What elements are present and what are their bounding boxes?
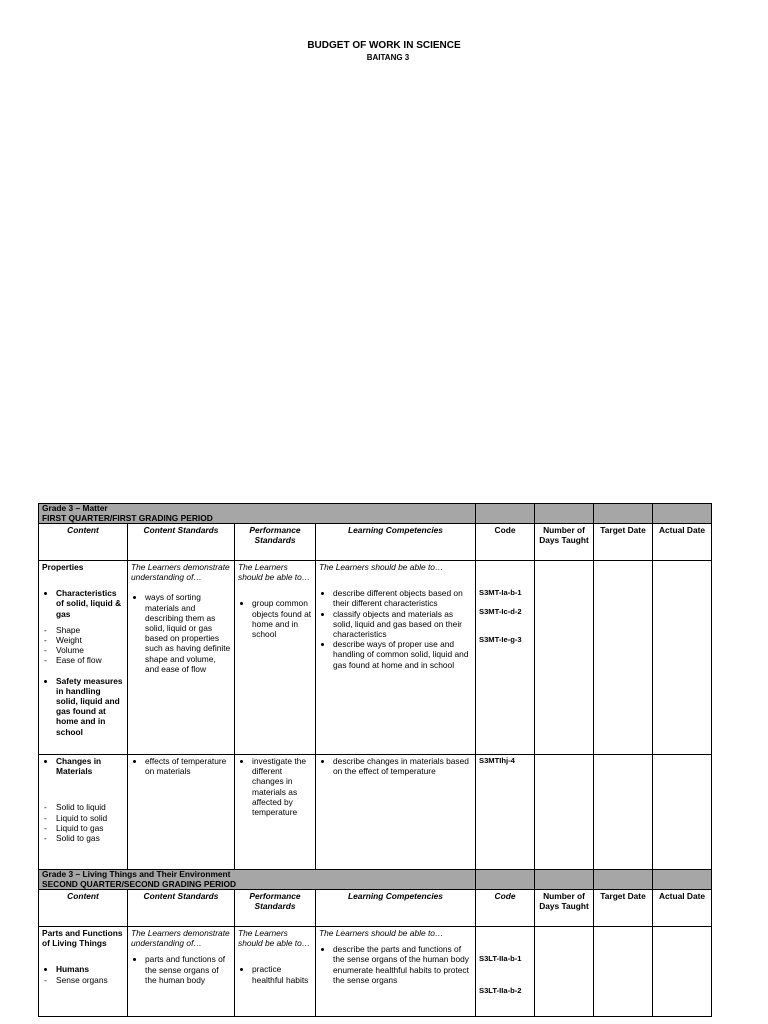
- code-cell: [476, 561, 535, 755]
- section1-grade-cell: [39, 504, 476, 524]
- performance-standards-cell: [235, 927, 316, 1017]
- content-title: Parts and Functions of Living Things: [42, 928, 123, 949]
- list-item: - Shape: [56, 625, 124, 635]
- list-item: - Liquid to solid: [56, 813, 124, 823]
- list-item: • parts and functions of the sense organs of the human body: [145, 954, 231, 985]
- lc-intro: The Learners should be able to…: [319, 928, 444, 938]
- list-item: • investigate the different changes in materials as affected by temperature: [252, 756, 312, 817]
- content-cell: [39, 561, 128, 755]
- document-title: BUDGET OF WORK IN SCIENCE: [307, 40, 461, 51]
- code-value: S3MTIhj-4: [479, 756, 515, 765]
- list-item: - Solid to gas: [56, 833, 124, 843]
- learning-competencies-cell: [316, 927, 476, 1017]
- list-item: • describe ways of proper use and handling of common solid, liquid and gas found at home and in school: [333, 639, 472, 670]
- performance-standards-cell: [235, 561, 316, 755]
- list-item: • practice healthful habits: [252, 964, 312, 984]
- list-item: - Solid to liquid: [56, 802, 124, 812]
- col-performance-standards: Performance Standards: [235, 890, 316, 927]
- list-item: - Weight: [56, 635, 124, 645]
- list-item: • group common objects found at home and in school: [252, 598, 312, 639]
- content-standards-cell: [128, 755, 235, 870]
- table-row: [39, 561, 712, 755]
- section2-quarter: SECOND QUARTER/SECOND GRADING PERIOD: [42, 878, 237, 889]
- section2-grade-row: [39, 870, 712, 890]
- content-standards-cell: [128, 561, 235, 755]
- list-item: • describe different objects based on their different characteristics: [333, 588, 472, 608]
- list-item: • effects of temperature on materials: [145, 756, 231, 776]
- section2-grade: Grade 3 – Living Things and Their Environment: [42, 869, 231, 879]
- content-bullet: • Humans: [56, 964, 124, 974]
- cs-intro: The Learners demonstrate understanding of…: [131, 928, 230, 949]
- learning-competencies-cell: [316, 561, 476, 755]
- content-cell: [39, 755, 128, 870]
- section1-column-headers: [39, 524, 712, 561]
- code-value: S3LT-IIa-b-2: [479, 986, 522, 996]
- content-title: Properties: [42, 562, 84, 572]
- code-value: S3MT-Ic-d-2: [479, 607, 522, 617]
- section1-quarter: FIRST QUARTER/FIRST GRADING PERIOD: [42, 512, 213, 523]
- learning-competencies-cell: [316, 755, 476, 870]
- cs-intro: The Learners demonstrate understanding of…: [131, 562, 230, 583]
- table-row: [39, 927, 712, 1017]
- list-item: • ways of sorting materials and describing them as solid, liquid or gas based on properties such as having definite shape and volume, and ease of flow: [145, 592, 231, 674]
- content-bullet: • Characteristics of solid, liquid & gas: [56, 588, 124, 619]
- list-item: • describe changes in materials based on the effect of temperature: [333, 756, 472, 776]
- performance-standards-cell: [235, 755, 316, 870]
- col-content: Content: [39, 890, 128, 927]
- section2-grade-cell: [39, 870, 476, 890]
- col-content: Content: [39, 524, 128, 561]
- code-cell: [476, 755, 535, 870]
- ps-intro: The Learners should be able to…: [238, 928, 311, 949]
- content-standards-cell: [128, 927, 235, 1017]
- col-learning-competencies: Learning Competencies: [316, 524, 476, 561]
- code-cell: [476, 927, 535, 1017]
- list-item: - Liquid to gas: [56, 823, 124, 833]
- list-item: • describe the parts and functions of the sense organs of the human body enumerate healthful habits to protect the sense organs: [333, 944, 472, 985]
- col-days: Number of Days Taught: [535, 524, 594, 561]
- col-performance-standards: Performance Standards: [235, 524, 316, 561]
- section2-column-headers: [39, 890, 712, 927]
- lc-intro: The Learners should be able to…: [319, 562, 444, 572]
- col-learning-competencies: Learning Competencies: [316, 890, 476, 927]
- col-actual: Actual Date: [653, 524, 712, 561]
- col-actual: Actual Date: [653, 890, 712, 927]
- document-subtitle: BAITANG 3: [366, 53, 410, 62]
- col-content-standards: Content Standards: [128, 890, 235, 927]
- table-row: [39, 755, 712, 870]
- budget-table: [38, 503, 712, 1017]
- col-content-standards: Content Standards: [128, 524, 235, 561]
- section1-grade-row: [39, 504, 712, 524]
- col-code: Code: [476, 890, 535, 927]
- col-target: Target Date: [594, 524, 653, 561]
- list-item: • classify objects and materials as solid, liquid and gas based on their characteristics: [333, 609, 472, 640]
- code-value: S3LT-IIa-b-1: [479, 954, 522, 963]
- list-item: - Volume: [56, 645, 124, 655]
- code-value: S3MT-Ie-g-3: [479, 635, 522, 645]
- col-code: Code: [476, 524, 535, 561]
- content-bullet: • Changes in Materials: [56, 756, 124, 776]
- code-value: S3MT-Ia-b-1: [479, 588, 522, 597]
- list-item: - Sense organs: [56, 975, 124, 985]
- col-target: Target Date: [594, 890, 653, 927]
- col-days: Number of Days Taught: [535, 890, 594, 927]
- ps-intro: The Learners should be able to…: [238, 562, 311, 583]
- section1-grade: Grade 3 – Matter: [42, 503, 108, 513]
- content-bullet: • Safety measures in handling solid, liquid and gas found at home and in school: [56, 676, 124, 737]
- content-cell: [39, 927, 128, 1017]
- list-item: - Ease of flow: [56, 655, 124, 665]
